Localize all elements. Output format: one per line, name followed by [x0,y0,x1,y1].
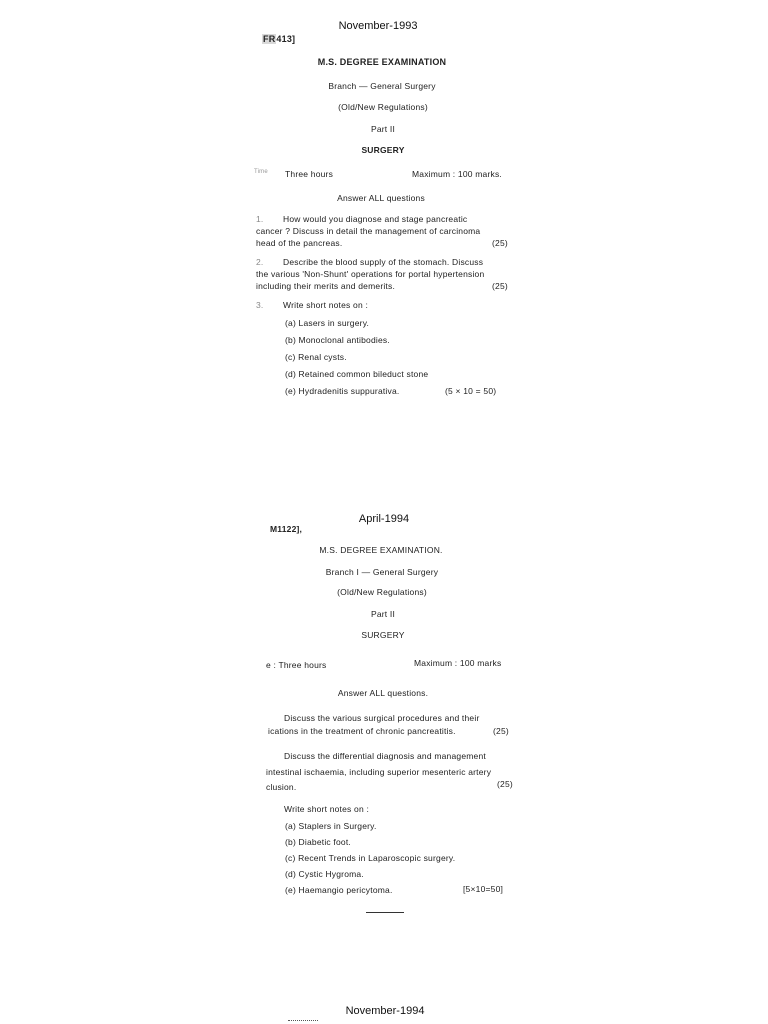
q1-number: 1. [256,214,264,224]
q2-line-2: intestinal ischaemia, including superior mesenteric artery [266,767,492,777]
exam-date-nov-1994: November-1994 [345,1005,425,1017]
q1-line-3: head of the pancreas. [256,238,343,248]
q2-number: 2. [256,257,264,267]
q2-line-3: including their merits and demerits. [256,281,396,291]
short-note-d: (d) Cystic Hygroma. [285,869,364,879]
q2-marks: (25) [492,281,508,291]
q2-line-1: Discuss the differential diagnosis and management [284,751,486,761]
exam-part: Part II [370,609,396,619]
exam-title: M.S. DEGREE EXAMINATION [317,57,447,67]
short-note-a: (a) Staplers in Surgery. [285,821,377,831]
exam-instruction: Answer ALL questions [337,193,425,203]
paper-code-rest: 413] [276,34,296,44]
exam-subject: SURGERY [361,630,405,640]
q1-line-2: ications in the treatment of chronic pancreatitis. [268,726,456,736]
exam-time: e : Three hours [266,660,327,670]
q2-marks: (25) [497,779,513,789]
exam-regulations: (Old/New Regulations) [337,587,427,597]
q3-number: 3. [256,300,264,310]
q3-marks: (5 × 10 = 50) [445,386,497,396]
short-note-b: (b) Diabetic foot. [285,837,351,847]
short-note-e: (e) Hydradenitis suppurativa. [285,386,400,396]
exam-part: Part II [370,124,396,134]
exam-subject: SURGERY [361,145,405,155]
q3-intro: Write short notes on : [283,300,369,310]
short-note-d: (d) Retained common bileduct stone [285,369,429,379]
q2-line-1: Describe the blood supply of the stomach. Discuss [283,257,484,267]
q3-intro: Write short notes on : [284,804,370,814]
exam-date-nov-1993: November-1993 [338,20,418,32]
paper-code [262,34,295,44]
short-note-a: (a) Lasers in surgery. [285,318,370,328]
exam-instruction: Answer ALL questions. [337,688,429,698]
short-note-c: (c) Renal cysts. [285,352,347,362]
exam-maximum: Maximum : 100 marks [414,658,502,668]
exam-date-apr-1994: April-1994 [358,513,410,525]
q3-marks: [5×10=50] [463,884,504,894]
exam-branch: Branch — General Surgery [328,81,436,91]
q1-line-1: How would you diagnose and stage pancreatic [283,214,468,224]
exam-time: Three hours [285,169,334,179]
cut-off-paper-code [288,1020,318,1024]
short-note-e: (e) Haemangio pericytoma. [285,885,393,895]
q1-marks: (25) [492,238,508,248]
end-rule [366,912,404,913]
paper-code-prefix: FR [263,34,276,44]
exam-maximum: Maximum : 100 marks. [412,169,502,179]
q1-marks: (25) [493,726,509,736]
q2-line-3: clusion. [266,782,297,792]
exam-title: M.S. DEGREE EXAMINATION. [319,545,443,555]
q1-line-1: Discuss the various surgical procedures and their [284,713,480,723]
time-prefix: Time [254,169,268,175]
exam-branch: Branch I — General Surgery [325,567,439,577]
q1-line-2: cancer ? Discuss in detail the management of carcinoma [256,226,481,236]
q2-line-2: the various 'Non-Shunt' operations for portal hypertension [256,269,485,279]
short-note-b: (b) Monoclonal antibodies. [285,335,390,345]
paper-code: M1122], [270,524,303,534]
short-note-c: (c) Recent Trends in Laparoscopic surgery. [285,853,456,863]
exam-regulations: (Old/New Regulations) [338,102,428,112]
